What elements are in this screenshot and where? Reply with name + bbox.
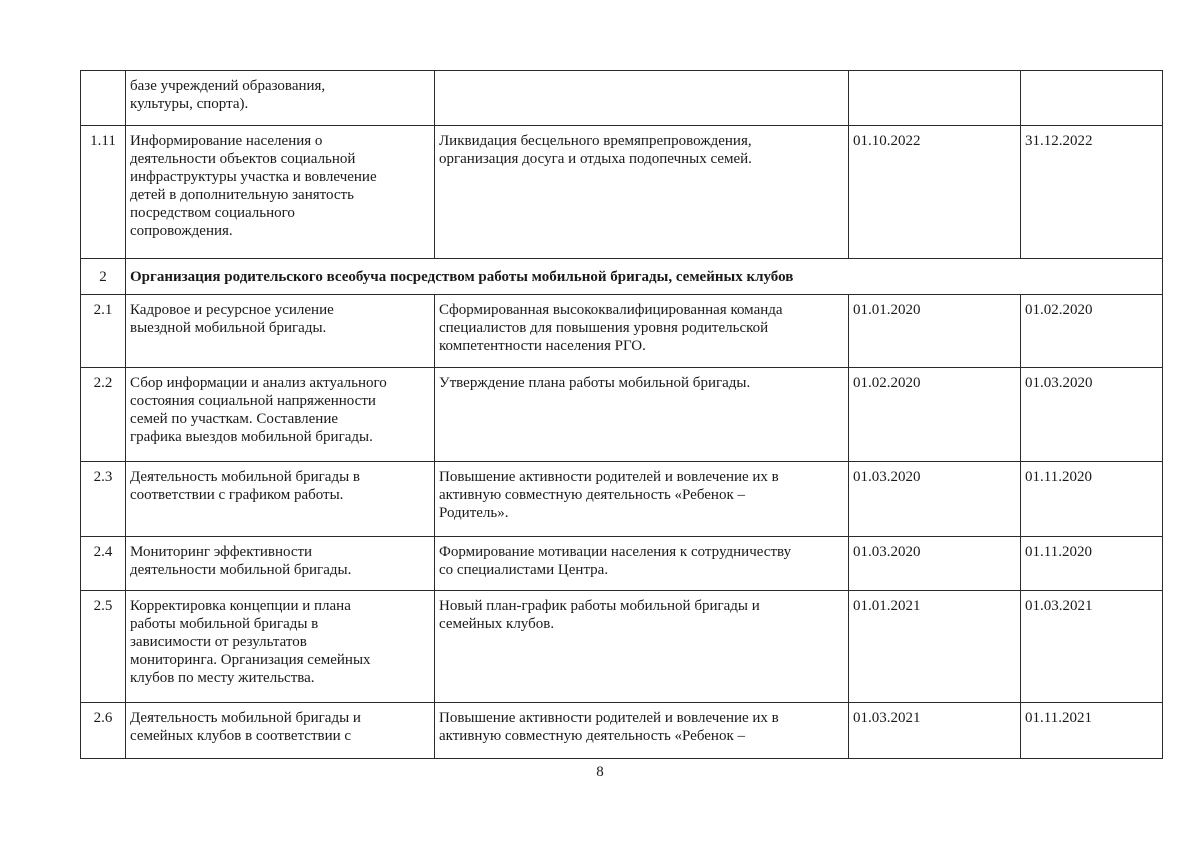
- activity-cell: Сбор информации и анализ актуального состояния социальной напряженности семей по участкам. Составление графика выездов мобильной бригады.: [126, 368, 435, 462]
- activity-cell: Корректировка концепции и плана работы мобильной бригады в зависимости от результатов мониторинга. Организация семейных клубов по месту жительства.: [126, 591, 435, 703]
- result-cell: Повышение активности родителей и вовлечение их в активную совместную деятельность «Ребенок –: [435, 703, 849, 759]
- end-date-cell: 01.11.2020: [1021, 462, 1163, 537]
- result-cell: [435, 71, 849, 126]
- row-number: 2.2: [81, 368, 126, 462]
- activity-cell: Кадровое и ресурсное усиление выездной мобильной бригады.: [126, 295, 435, 368]
- start-date-cell: 01.10.2022: [849, 126, 1021, 259]
- row-number: 2.4: [81, 537, 126, 591]
- section-number: 2: [81, 259, 126, 295]
- result-cell: Сформированная высококвалифицированная команда специалистов для повышения уровня родительской компетентности населения РГО.: [435, 295, 849, 368]
- result-cell: Повышение активности родителей и вовлечение их в активную совместную деятельность «Ребенок – Родитель».: [435, 462, 849, 537]
- table-row: [81, 703, 1163, 759]
- activity-cell: Деятельность мобильной бригады в соответствии с графиком работы.: [126, 462, 435, 537]
- start-date-cell: 01.01.2021: [849, 591, 1021, 703]
- end-date-cell: 01.03.2021: [1021, 591, 1163, 703]
- row-number: 2.1: [81, 295, 126, 368]
- result-cell: Новый план-график работы мобильной бригады и семейных клубов.: [435, 591, 849, 703]
- table-row: [81, 71, 1163, 126]
- row-number: 1.11: [81, 126, 126, 259]
- activity-cell: базе учреждений образования, культуры, спорта).: [126, 71, 435, 126]
- table-row: [81, 126, 1163, 259]
- section-title: Организация родительского всеобуча посредством работы мобильной бригады, семейных клубов: [126, 259, 1163, 295]
- row-number: 2.6: [81, 703, 126, 759]
- start-date-cell: [849, 71, 1021, 126]
- plan-table: [80, 70, 1163, 759]
- table-row: [81, 591, 1163, 703]
- result-cell: Формирование мотивации населения к сотрудничеству со специалистами Центра.: [435, 537, 849, 591]
- table-row: [81, 537, 1163, 591]
- table-row: [81, 295, 1163, 368]
- activity-cell: Информирование населения о деятельности объектов социальной инфраструктуры участка и вовлечение детей в дополнительную занятость посредством социального сопровождения.: [126, 126, 435, 259]
- table-row: [81, 368, 1163, 462]
- row-number: [81, 71, 126, 126]
- start-date-cell: 01.03.2021: [849, 703, 1021, 759]
- table-row: [81, 462, 1163, 537]
- start-date-cell: 01.03.2020: [849, 537, 1021, 591]
- end-date-cell: 01.11.2020: [1021, 537, 1163, 591]
- row-number: 2.3: [81, 462, 126, 537]
- result-cell: Утверждение плана работы мобильной бригады.: [435, 368, 849, 462]
- page-number: 8: [596, 764, 604, 780]
- row-number: 2.5: [81, 591, 126, 703]
- start-date-cell: 01.02.2020: [849, 368, 1021, 462]
- end-date-cell: 31.12.2022: [1021, 126, 1163, 259]
- end-date-cell: [1021, 71, 1163, 126]
- end-date-cell: 01.03.2020: [1021, 368, 1163, 462]
- activity-cell: Мониторинг эффективности деятельности мобильной бригады.: [126, 537, 435, 591]
- start-date-cell: 01.01.2020: [849, 295, 1021, 368]
- end-date-cell: 01.11.2021: [1021, 703, 1163, 759]
- result-cell: Ликвидация бесцельного времяпрепровождения, организация досуга и отдыха подопечных семей.: [435, 126, 849, 259]
- start-date-cell: 01.03.2020: [849, 462, 1021, 537]
- section-header-row: [81, 259, 1163, 295]
- end-date-cell: 01.02.2020: [1021, 295, 1163, 368]
- activity-cell: Деятельность мобильной бригады и семейных клубов в соответствии с: [126, 703, 435, 759]
